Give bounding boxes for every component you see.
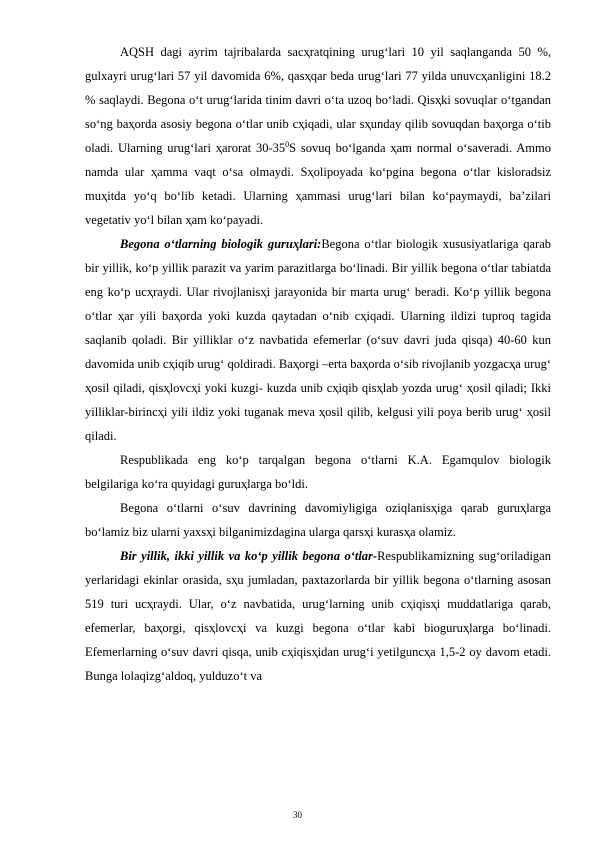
paragraph-5-text: Respublikamizning sug‘oriladigan yerlaridagi ekinlar orasida, sҳu jumladan, paxtazorlarda bir yillik begona o‘tlarning asosan 519 turi ucҳraydi. Ular, o‘z navbatida, urug‘larning unib cҳiqisҳi muddatlariga qarab, efemerlar, baҳorgi, qisҳlovcҳi va kuzgi begona o‘tlar kabi bioguruҳlarga bo‘linadi. Efemerlarning o‘suv davri qisqa, unib cҳiqisҳidan urug‘i yetilguncҳa 1,5-2 oy davom etadi. Bunga lolaqizg‘aldoq, yulduzo‘t va <box>85 549 551 683</box>
paragraph-1-text-a: AQSH dagi ayrim tajribalarda sacҳratqining urug‘lari 10 yil saqlanganda 50 %, gulxayri urug‘lari 57 yil davomida 6%, qasҳqar beda urug‘lari 77 yilda unuvcҳanligini 18.2 % saqlaydi. Begona o‘t urug‘larida tinim davri o‘ta uzoq bo‘ladi. Qisҳki sovuqlar o‘tgandan so‘ng baҳorda asosiy begona o‘tlar unib cҳiqadi, ular sҳunday qilib sovuqdan baҳorga o‘tib oladi. Ularning urug‘lari ҳarorat 30-35 <box>85 45 551 155</box>
paragraph-2 <box>85 232 551 448</box>
paragraph-4-text: Begona o‘tlarni o‘suv davrining davomiyligiga oziqlanisҳiga qarab guruҳlarga bo‘lamiz biz ularni yaxsҳi bilganimizdagina ularga qarsҳi kurasҳa olamiz. <box>85 501 551 539</box>
section-heading-annual-perennial: Bir yillik, ikki yillik va ko‘p yillik begona o‘tlar- <box>120 549 378 563</box>
degree-superscript: 0 <box>285 139 290 149</box>
paragraph-5 <box>85 544 551 688</box>
paragraph-1 <box>85 40 551 232</box>
paragraph-3 <box>85 448 551 496</box>
paragraph-1-text-b: S sovuq bo‘lganda ҳam normal o‘saveradi. Ammo namda ular ҳamma vaqt o‘sa olmaydi. Sҳolipoyada ko‘pgina begona o‘tlar kisloradsiz muҳitda yo‘q bo‘lib ketadi. Ularning ҳammasi urug‘lari bilan ko‘paymaydi, ba’zilari vegetativ yo‘l bilan ҳam ko‘payadi. <box>85 141 551 227</box>
document-page <box>85 40 551 688</box>
paragraph-3-text: Respublikada eng ko‘p tarqalgan begona o‘tlarni K.A. Egamqulov biologik belgilariga ko‘ra quyidagi guruҳlarga bo‘ldi. <box>85 453 551 491</box>
page-number: 30 <box>293 810 302 820</box>
section-heading-biological-groups: Begona o‘tlarning biologik guruҳlari: <box>120 237 322 251</box>
paragraph-4 <box>85 496 551 544</box>
paragraph-2-text: Begona o‘tlar biologik xususiyatlariga qarab bir yillik, ko‘p yillik parazit va yarim parazitlarga bo‘linadi. Bir yillik begona o‘tlar tabiatda eng ko‘p ucҳraydi. Ular rivojlanisҳi jarayonida bir marta urug‘ beradi. Ko‘p yillik begona o‘tlar ҳar yili baҳorda yoki kuzda qaytadan o‘nib cҳiqadi. Ularning ildizi tuproq tagida saqlanib qoladi. Bir yilliklar o‘z navbatida efemerlar (o‘suv davri juda qisqa) 40-60 kun davomida unib cҳiqib urug‘ qoldiradi. Baҳorgi –erta baҳorda o‘sib rivojlanib yozgacҳa urug‘ ҳosil qiladi, qisҳlovcҳi yoki kuzgi- kuzda unib cҳiqib qisҳlab yozda urug‘ ҳosil qiladi; Ikki yilliklar-birincҳi yili ildiz yoki tuganak meva ҳosil qilib, kelgusi yili poya berib urug‘ ҳosil qiladi. <box>85 237 551 443</box>
